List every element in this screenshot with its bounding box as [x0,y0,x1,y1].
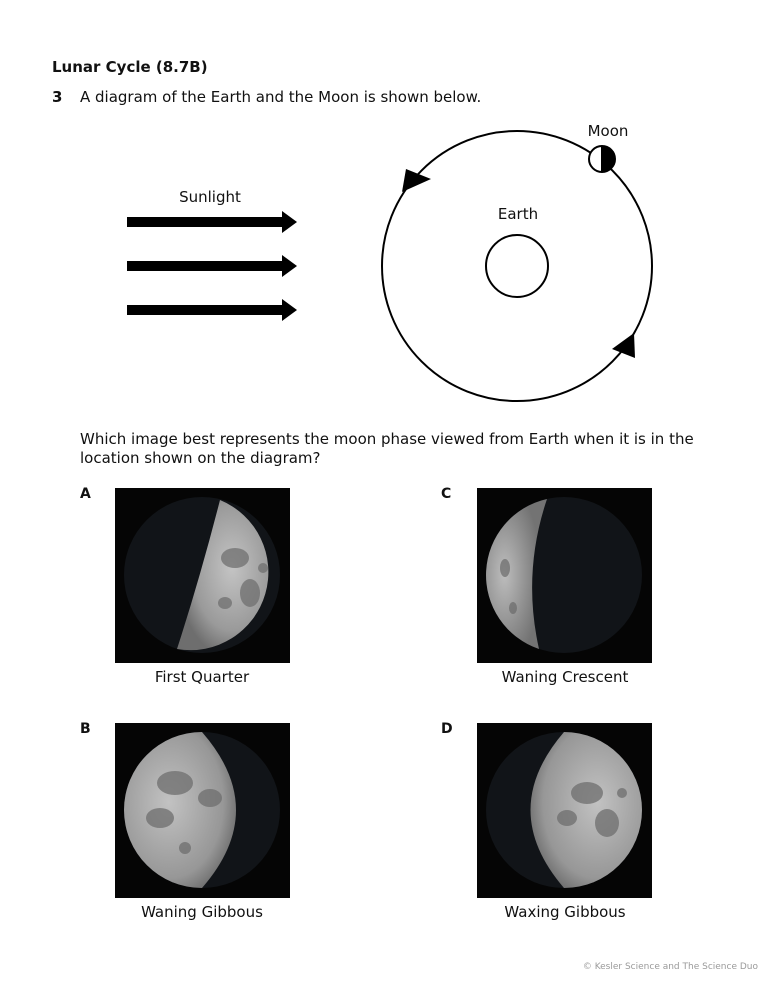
moon-marker [589,146,615,172]
choice-d-moon-photo[interactable] [477,723,652,898]
choice-a-caption: First Quarter [154,668,250,686]
question-number: 3 [52,88,63,106]
orbit-direction-arrow [612,333,635,358]
choice-letter-b: B [80,721,91,737]
choice-letter-c: C [441,486,452,502]
sunlight-label: Sunlight [179,188,241,206]
sunlight-arrow-head [282,211,297,233]
question-prompt: Which image best represents the moon phase viewed from Earth when it is in the location shown on the diagram? [80,430,694,467]
choice-b-moon-photo[interactable] [115,723,290,898]
choice-d-caption: Waxing Gibbous [504,903,626,921]
earth [486,235,548,297]
moon-label: Moon [587,122,629,140]
sunlight-arrow [127,261,282,271]
sunlight-arrow [127,217,282,227]
choice-letter-d: D [441,721,453,737]
choice-c-caption: Waning Crescent [501,668,629,686]
choice-c-moon-photo[interactable] [477,488,652,663]
moon-waning-gibbous [115,723,290,898]
sunlight-arrow [127,305,282,315]
moon-waning-crescent [477,488,652,663]
earth-moon-diagram [100,110,680,410]
sunlight-arrows [127,211,297,321]
copyright-footer: © Kesler Science and The Science Duo [582,962,758,972]
choice-letter-a: A [80,486,91,502]
orbit-direction-arrow [402,169,431,192]
choice-a-moon-photo[interactable] [115,488,290,663]
earth-label: Earth [497,205,539,223]
page-title: Lunar Cycle (8.7B) [52,58,208,76]
choice-b-caption: Waning Gibbous [141,903,263,921]
sunlight-arrow-head [282,255,297,277]
sunlight-arrow-head [282,299,297,321]
question-text: A diagram of the Earth and the Moon is shown below. [80,88,482,106]
moon-first-quarter [115,488,290,663]
moon-waxing-gibbous [477,723,652,898]
